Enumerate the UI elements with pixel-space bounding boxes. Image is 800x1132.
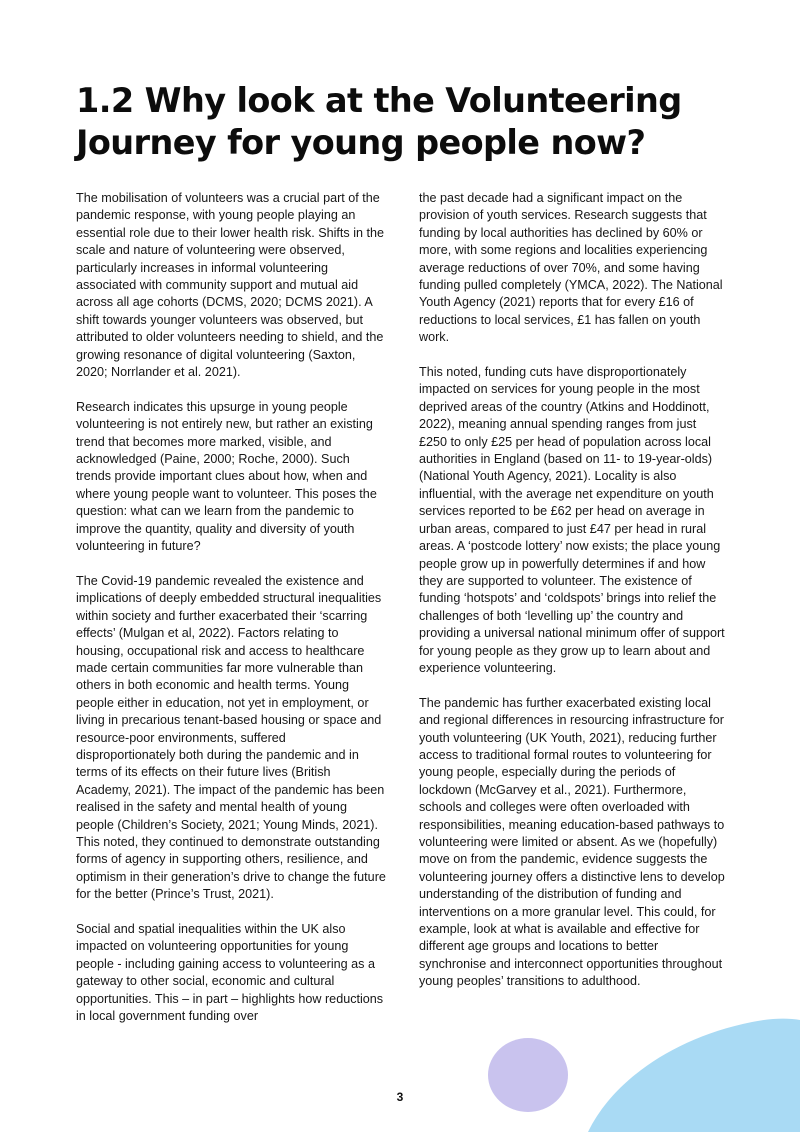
page-title: 1.2 Why look at the Volunteering Journey for young people now? xyxy=(76,81,682,162)
decorative-blue-blob xyxy=(588,1019,800,1132)
left-column xyxy=(76,190,386,1043)
decorative-purple-blob xyxy=(488,1038,568,1112)
left-paragraph-1: The mobilisation of volunteers was a crucial part of the pandemic response, with young people playing an essential role due to their lower health risk. Shifts in the scale and nature of volunteering were observed, particularly increases in informal volunteering associated with community support and mutual aid across all age cohorts (DCMS, 2020; DCMS 2021). A shift towards younger volunteers was observed, but attributed to older volunteers needing to shield, and the growing resonance of digital volunteering (Saxton, 2020; Norrlander et al. 2021). xyxy=(76,191,385,380)
left-paragraph-4: Social and spatial inequalities within the UK also impacted on volunteering opportunities for young people - including gaining access to volunteering as a gateway to other social, economic and cultural opportunities. This – in part – highlights how reductions in local government funding over xyxy=(76,922,384,1024)
right-paragraph-3: The pandemic has further exacerbated existing local and regional differences in resourcing infrastructure for youth volunteering (UK Youth, 2021), reducing further access to traditional formal routes to volunteering for young people, especially during the periods of lockdown (McGarvey et al., 2021). Furthermore, schools and colleges were often overloaded with responsibilities, meaning education-based pathways to volunteering were limited or absent. As we (hopefully) move on from the pandemic, evidence suggests the volunteering journey offers a distinctive lens to develop understanding of the distribution of funding and interventions on a more granular level. This could, for example, look at what is available and effective for different age groups and locations to better synchronise and interconnect opportunities throughout young peoples’ transitions to adulthood. xyxy=(419,695,725,989)
left-paragraph-2: Research indicates this upsurge in young people volunteering is not entirely new, but rather an existing trend that becomes more marked, visible, and acknowledged (Paine, 2000; Roche, 2000). Such trends provide important clues about how, when and where young people want to volunteer. This poses the question: what can we learn from the pandemic to improve the quantity, quality and diversity of youth volunteering in future? xyxy=(76,399,377,554)
page-number: 3 xyxy=(396,1090,404,1104)
right-column xyxy=(419,190,727,1008)
right-paragraph-2: This noted, funding cuts have disproportionately impacted on services for young people in the most deprived areas of the country (Atkins and Hoddinott, 2022), meaning annual spending ranges from just £250 to only £25 per head of population across local authorities in England (based on 11- to 19-year-olds) (National Youth Agency, 2021). Locality is also influential, with the average net expenditure on youth services reported to be £62 per head on average in urban areas, compared to just £47 per head in rural areas. A ‘postcode lottery’ now exists; the place young people grow up in powerfully determines if and how they are supported to volunteer. The existence of funding ‘hotspots’ and ‘coldspots’ brings into relief the challenges of both ‘levelling up’ the country and providing a universal national minimum offer of support for young people as they grow up to learn about and experience volunteering. xyxy=(419,365,725,675)
left-paragraph-3: The Covid-19 pandemic revealed the existence and implications of deeply embedded structural inequalities within society and further exacerbated their ‘scarring effects’ (Mulgan et al, 2022). Factors relating to housing, occupational risk and access to healthcare made certain communities far more vulnerable than others in both economic and health terms. Young people either in education, not yet in employment, or living in precarious tenant-based housing or space and resource-poor environments, suffered disproportionately both during the pandemic and in terms of its effects on their future lives (British Academy, 2021). The impact of the pandemic has been realised in the safety and mental health of young people (Children’s Society, 2021; Young Minds, 2021). This noted, they continued to demonstrate outstanding forms of agency in supporting others, resilience, and optimism in their generation’s drive to change the future for the better (Prince’s Trust, 2021). xyxy=(76,573,386,902)
right-paragraph-1: the past decade had a significant impact on the provision of youth services. Research suggests that funding by local authorities has declined by 60% or more, with some regions and localities experiencing average reductions of over 70%, and some having funding pulled completely (YMCA, 2022). The National Youth Agency (2021) reports that for every £16 of reductions to local services, £1 has fallen on youth work. xyxy=(419,191,723,345)
